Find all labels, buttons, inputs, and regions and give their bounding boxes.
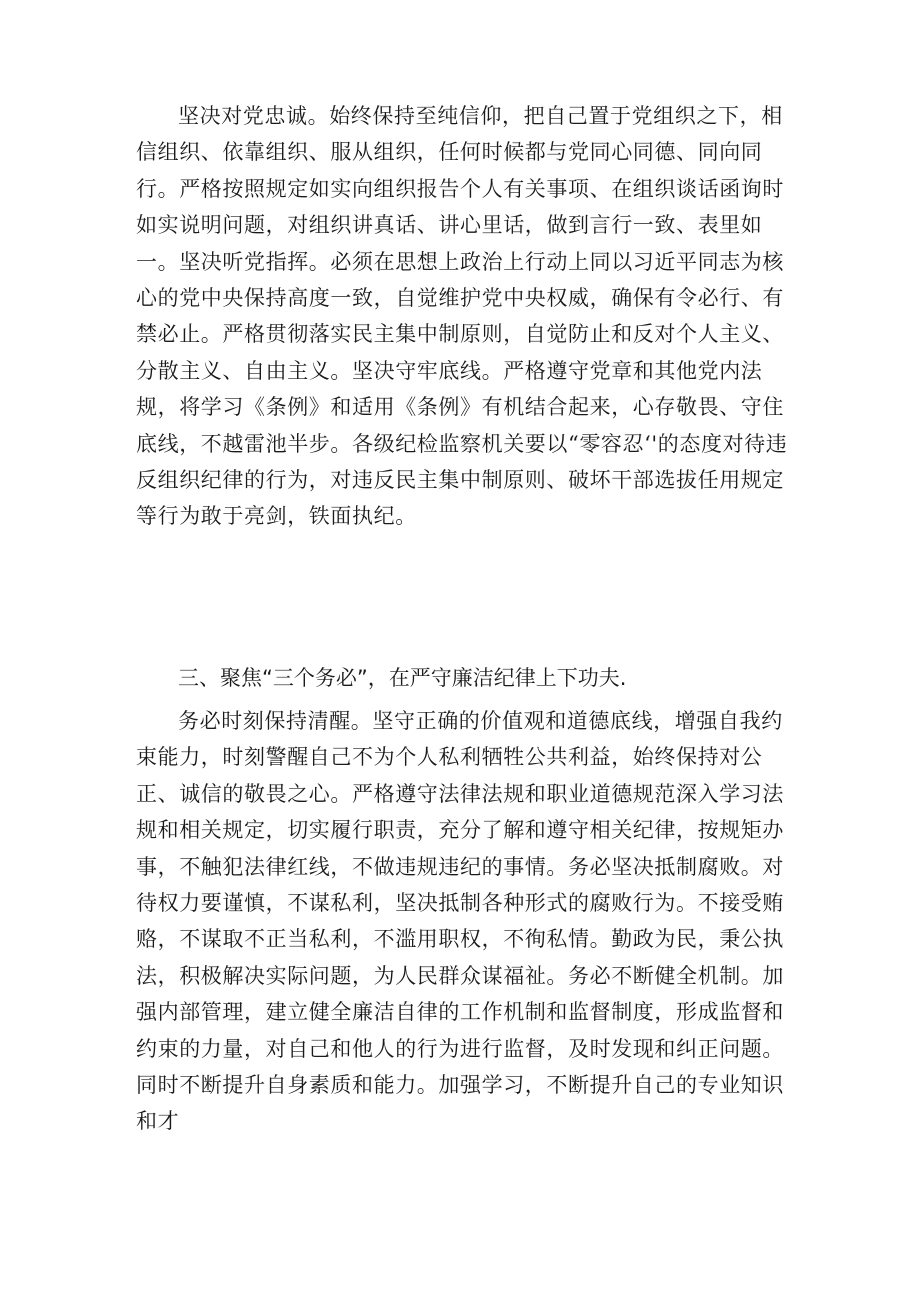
body-paragraph-integrity: 务必时刻保持清醒。坚守正确的价值观和道德底线，增强自我约束能力，时刻警醒自己不为个人私利牺牲公共利益，始终保持对公正、诚信的敬畏之心。严格遵守法律法规和职业道德规范深入学习法规和相关规定，切实履行职责，充分了解和遵守相关纪律，按规矩办事，不触犯法律红线，不做违规违纪的事情。务必坚决抵制腐败。对待权力要谨慎，不谋私利，坚决抵制各种形式的腐败行为。不接受贿赂，不谋取不正当私利，不滥用职权，不徇私情。勤政为民，秉公执法，积极解决实际问题，为人民群众谋福祉。务必不断健全机制。加强内部管理，建立健全廉洁自律的工作机制和监督制度，形成监督和约束的力量，对自己和他人的行为进行监督，及时发现和纠正问题。同时不断提升自身素质和能力。加强学习，不断提升自己的专业知识和才 <box>136 709 784 1134</box>
body-paragraph-loyalty: 坚决对党忠诚。始终保持至纯信仰，把自己置于党组织之下，相信组织、依靠组织、服从组织，任何时候都与党同心同德、同向同行。严格按照规定如实向组织报告个人有关事项、在组织谈话函询时如实说明问题，对组织讲真话、讲心里话，做到言行一致、表里如一。坚决听党指挥。必须在思想上政治上行动上同以习近平同志为核心的党中央保持高度一致，自觉维护党中央权威，确保有令必行、有禁必止。严格贯彻落实民主集中制原则，自觉防止和反对个人主义、分散主义、自由主义。坚决守牢底线。严格遵守党章和其他党内法规，将学习《条例》和适用《条例》有机结合起来，心存敬畏、守住底线，不越雷池半步。各级纪检监察机关要以“零容忍‘'的态度对待违反组织纪律的行为，对违反民主集中制原则、破坏干部选拔任用规定等行为敢于亮剑，铁面执纪。 <box>136 104 788 529</box>
section-heading-three: 三、聚焦“三个务必”，在严守廉洁纪律上下功夫. <box>178 666 627 690</box>
